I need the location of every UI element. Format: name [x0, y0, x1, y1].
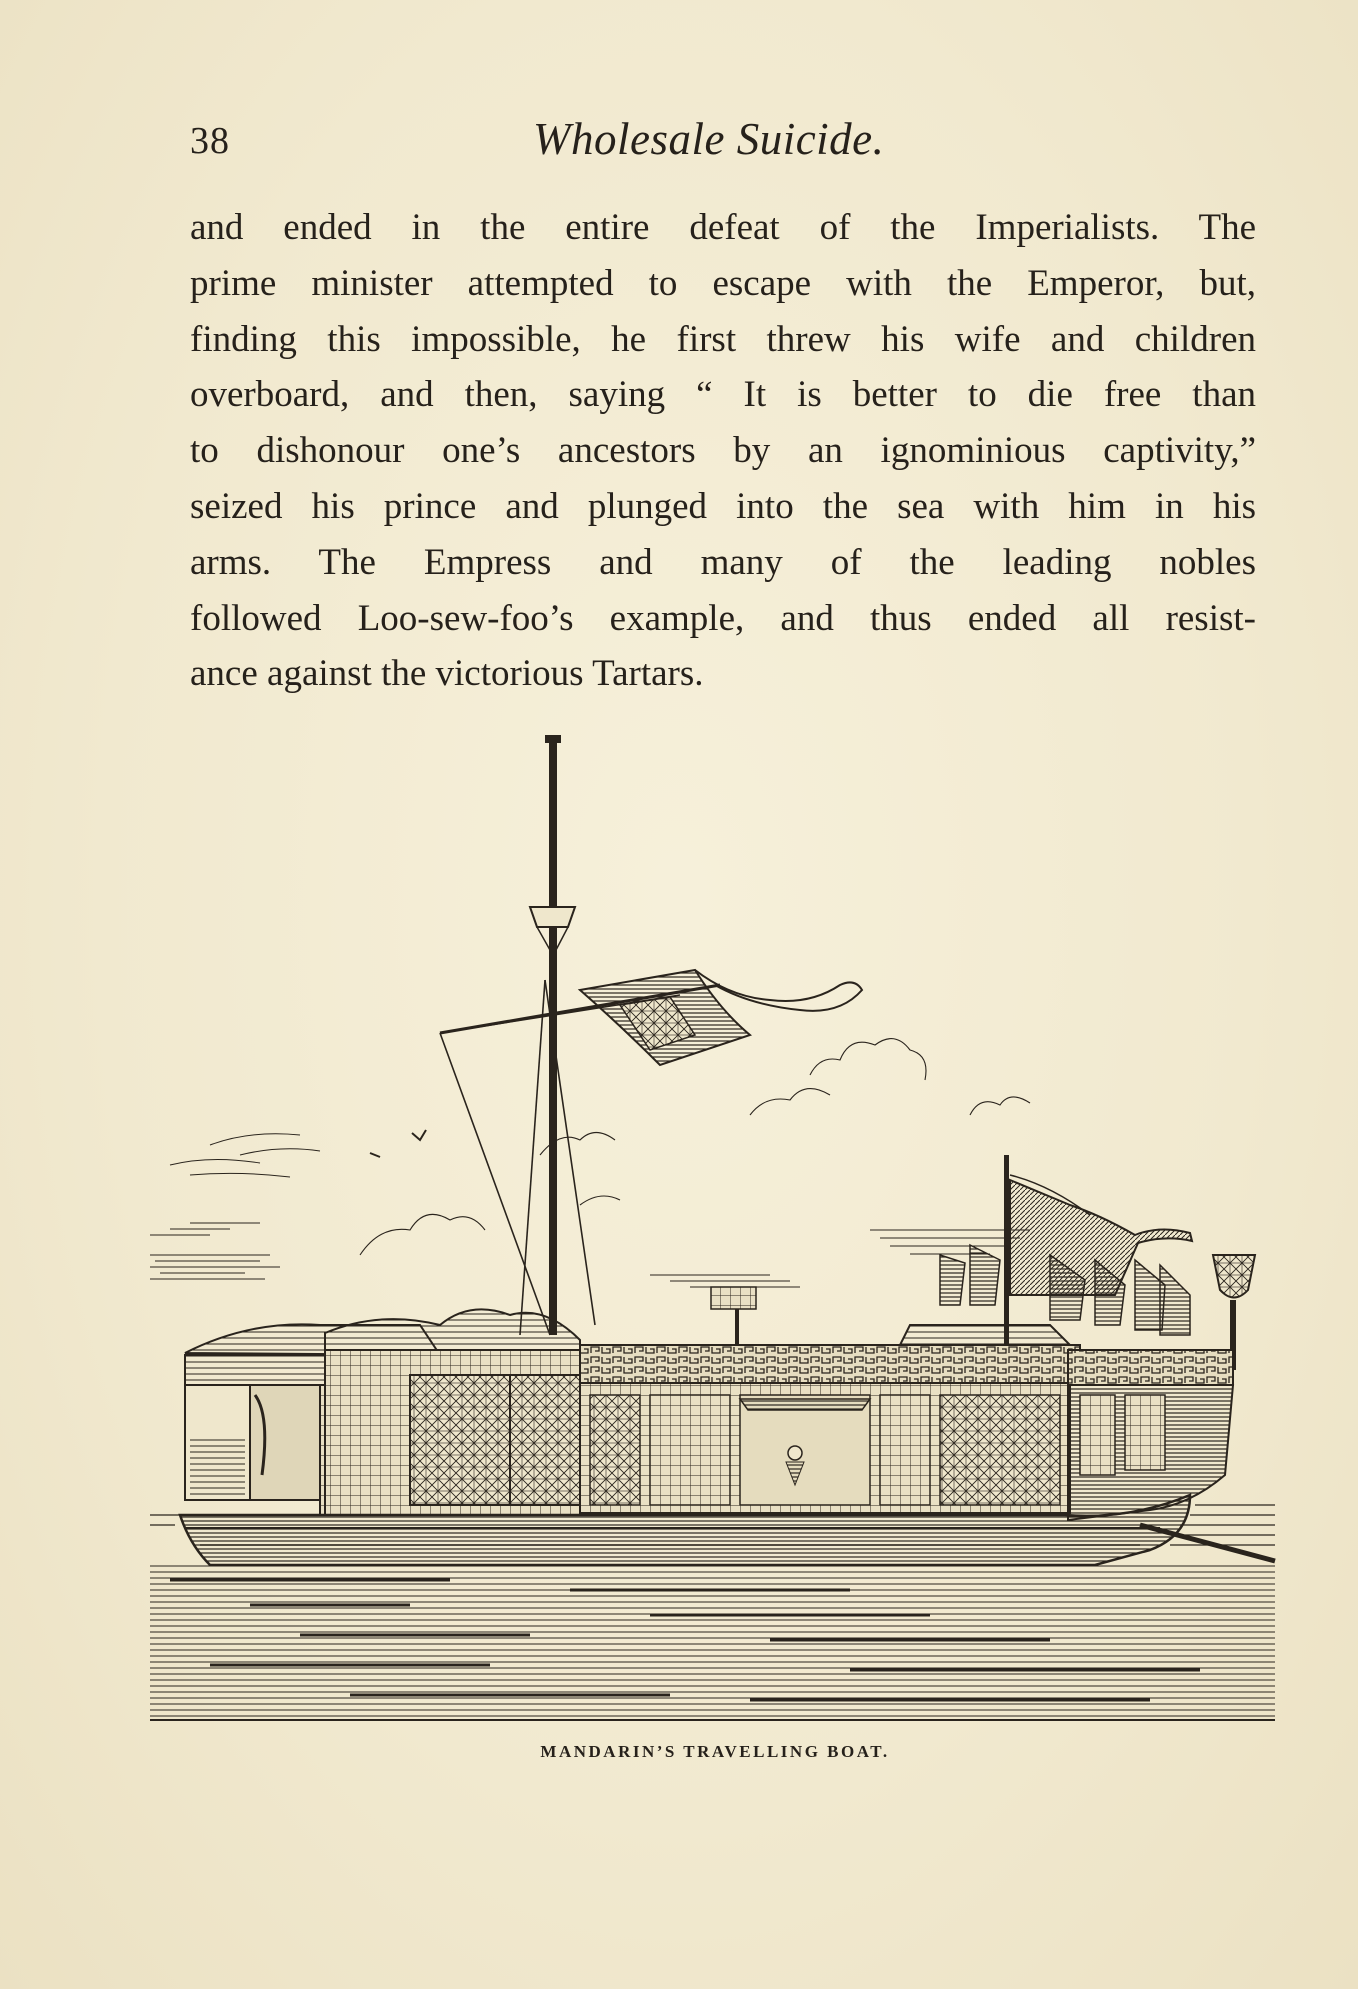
deck-house [580, 1345, 1080, 1513]
deck-banner-icon [711, 1287, 756, 1348]
text-line: finding this impossible, he first threw his wife and children [190, 318, 1256, 360]
text-line: ance against the victorious Tartars. [190, 653, 704, 695]
text-line: to dishonour one’s ancestors by an ignominious captivity,” [190, 430, 1256, 472]
page-number: 38 [190, 120, 230, 162]
main-cabin [325, 1309, 580, 1515]
text-line: overboard, and then, saying “ It is better to die free than [190, 374, 1256, 416]
sky-hatching [150, 1134, 1030, 1352]
text-line: seized his prince and plunged into the sea with him in his [190, 485, 1256, 527]
boat-illustration [150, 735, 1280, 1725]
text-line: and ended in the entire defeat of the Imperialists. The [190, 207, 1256, 248]
text-line: prime minister attempted to escape with the Emperor, but, [190, 262, 1256, 304]
main-flag-icon [580, 970, 862, 1065]
figure-caption: MANDARIN’S TRAVELLING BOAT. [540, 1742, 890, 1761]
clouds [360, 1039, 1030, 1255]
body-paragraph [190, 200, 1256, 702]
running-title: Wholesale Suicide. [533, 114, 885, 164]
text-line: arms. The Empress and many of the leading nobles [190, 541, 1256, 583]
page-header [190, 113, 1255, 173]
text-line: followed Loo-sew-foo’s example, and thus ended all resist- [190, 597, 1256, 639]
bird-icons [370, 1130, 426, 1157]
